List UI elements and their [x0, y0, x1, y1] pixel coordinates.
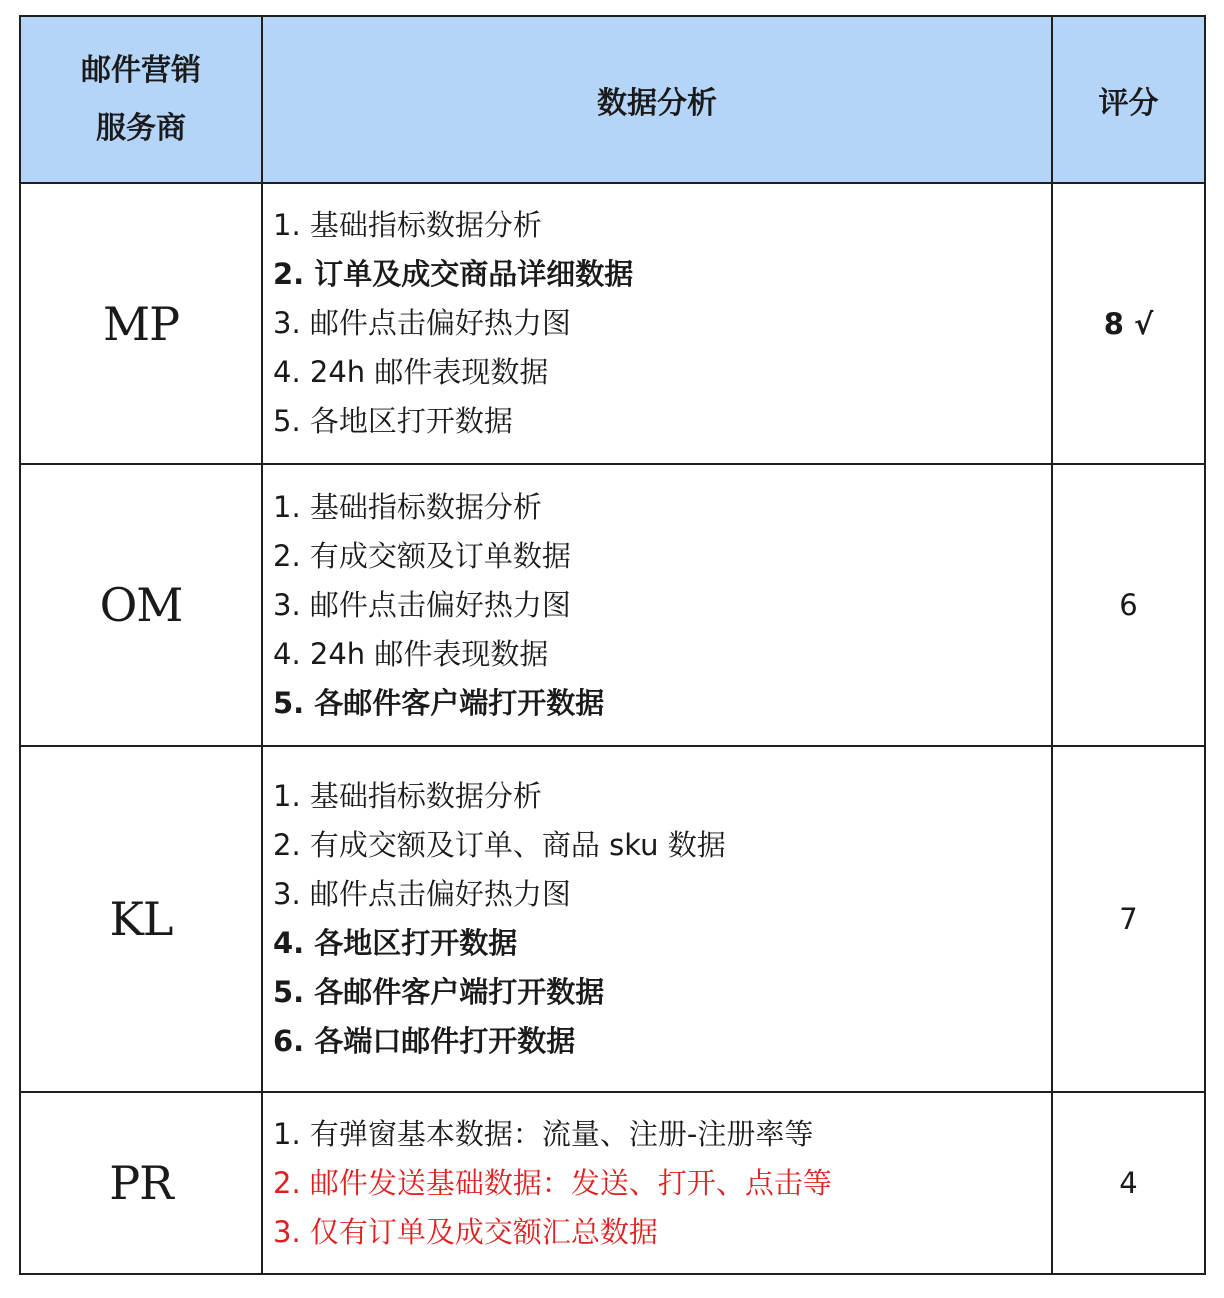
table-row: [20, 183, 1205, 464]
list-item: 2. 有成交额及订单数据: [273, 538, 571, 573]
header-row: [20, 16, 1205, 183]
list-item: 4. 24h 邮件表现数据: [273, 355, 549, 389]
vendor-name: OM: [20, 464, 262, 746]
table-row: [20, 1092, 1205, 1274]
header-vendor-line2: 服务商: [96, 110, 186, 146]
score-value: 6: [1052, 464, 1205, 746]
vendor-name: KL: [20, 746, 262, 1092]
analysis-list: [262, 746, 1052, 1092]
table-row: [20, 746, 1205, 1092]
list-item: 3. 邮件点击偏好热力图: [273, 587, 571, 622]
list-item: 6. 各端口邮件打开数据: [273, 1024, 576, 1058]
list-item: 1. 基础指标数据分析: [273, 779, 542, 813]
list-item: 4. 各地区打开数据: [273, 926, 518, 960]
list-item: 3. 仅有订单及成交额汇总数据: [273, 1214, 658, 1249]
list-item: 1. 基础指标数据分析: [273, 489, 542, 524]
score-value: 7: [1052, 746, 1205, 1092]
header-analysis: 数据分析: [262, 16, 1052, 183]
list-item: 4. 24h 邮件表现数据: [273, 636, 549, 671]
list-item: 2. 邮件发送基础数据：发送、打开、点击等: [273, 1165, 832, 1200]
list-item: 5. 各地区打开数据: [273, 404, 513, 438]
header-vendor-line1: 邮件营销: [81, 52, 201, 88]
list-item: 3. 邮件点击偏好热力图: [273, 306, 571, 340]
list-item: 1. 有弹窗基本数据：流量、注册-注册率等: [273, 1116, 814, 1151]
table-row: [20, 464, 1205, 746]
vendor-comparison-table: [19, 15, 1206, 1275]
list-item: 1. 基础指标数据分析: [273, 208, 542, 242]
list-item: 5. 各邮件客户端打开数据: [273, 685, 605, 720]
analysis-list: [262, 1092, 1052, 1274]
vendor-name: PR: [20, 1092, 262, 1274]
vendor-name: MP: [20, 183, 262, 464]
list-item: 2. 有成交额及订单、商品 sku 数据: [273, 828, 726, 862]
list-item: 3. 邮件点击偏好热力图: [273, 877, 571, 911]
analysis-list: [262, 183, 1052, 464]
score-value: 8 √: [1052, 183, 1205, 464]
analysis-list: [262, 464, 1052, 746]
score-value: 4: [1052, 1092, 1205, 1274]
header-score: 评分: [1052, 16, 1205, 183]
list-item: 5. 各邮件客户端打开数据: [273, 975, 605, 1009]
header-vendor: [20, 16, 262, 183]
list-item: 2. 订单及成交商品详细数据: [273, 257, 634, 291]
